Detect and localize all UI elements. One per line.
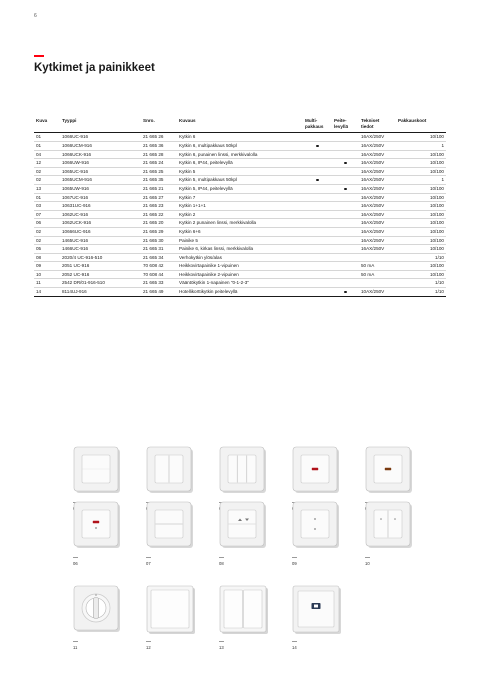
cell-tyyppi: 8114UJ-916 xyxy=(60,288,141,297)
check-dot-icon xyxy=(344,162,346,164)
cell-kuvaus: Kytkin 5, multipakkaus 50kpl xyxy=(177,176,303,185)
cell-peitelevylla xyxy=(332,202,359,211)
table-row xyxy=(34,202,446,211)
cell-tekniset: 16AX/250V xyxy=(359,167,396,176)
cell-tekniset: 16AX/250V xyxy=(359,219,396,228)
cell-multipakkaus xyxy=(303,141,332,150)
product-label: 06 xyxy=(73,561,78,566)
cell-tyyppi: 2051 UC-916 xyxy=(60,262,141,271)
cell-snro: 21 665 33 xyxy=(141,279,177,288)
accent-bar xyxy=(34,55,44,57)
caption-divider xyxy=(73,641,78,642)
cell-tyyppi: 2542 DR/01-916-510 xyxy=(60,279,141,288)
cell-kuva: 01 xyxy=(34,193,60,202)
rotary-switch-icon xyxy=(73,585,123,642)
cell-kuva: 05 xyxy=(34,245,60,254)
cell-peitelevylla xyxy=(332,167,359,176)
check-dot-icon xyxy=(316,179,318,181)
col-peitelevylla: Peite- levyllä xyxy=(332,117,359,133)
table-row xyxy=(34,219,446,228)
cell-tyyppi: 1066UCM-916 xyxy=(60,141,141,150)
cell-kuvaus: Vääntökytkin 1-napainen "0-1-2-3" xyxy=(177,279,303,288)
cell-pakkauskoot: 10/100 xyxy=(396,184,446,193)
cell-tyyppi: 1066UW-916 xyxy=(60,159,141,168)
caption-divider xyxy=(365,557,370,558)
cell-multipakkaus xyxy=(303,253,332,262)
cell-snro: 21 665 28 xyxy=(141,150,177,159)
cell-multipakkaus xyxy=(303,167,332,176)
col-pakkauskoot: Pakkauskoot xyxy=(396,117,446,133)
cell-kuva: 01 xyxy=(34,141,60,150)
product-label: 12 xyxy=(146,645,151,650)
table-row xyxy=(34,141,446,150)
cell-kuva: 09 xyxy=(34,262,60,271)
cell-pakkauskoot: 10/100 xyxy=(396,159,446,168)
cell-multipakkaus xyxy=(303,176,332,185)
cell-tekniset: 16AX/250V xyxy=(359,176,396,185)
cell-tyyppi: 1062UCK-916 xyxy=(60,219,141,228)
cell-kuvaus: Kytkin 6, punainen linssi, merkkivalolla xyxy=(177,150,303,159)
product-label: 11 xyxy=(73,645,78,650)
table-row xyxy=(34,210,446,219)
table-row xyxy=(34,150,446,159)
cell-kuvaus: Kytkin 1+1+1 xyxy=(177,202,303,211)
cell-tekniset: 16AX/250V xyxy=(359,159,396,168)
cell-kuvaus: Kytkin 5 xyxy=(177,167,303,176)
rocker-2-red-lens-icon xyxy=(73,501,123,558)
cell-pakkauskoot: 10/100 xyxy=(396,236,446,245)
cell-kuvaus: Kytkin 5, IP44, peitelevyllä xyxy=(177,184,303,193)
spec-table-body xyxy=(34,133,446,296)
product-label: 08 xyxy=(219,561,224,566)
table-row xyxy=(34,176,446,185)
cell-kuva: 04 xyxy=(34,150,60,159)
table-row xyxy=(34,184,446,193)
cell-tyyppi: 1065UW-916 xyxy=(60,184,141,193)
cell-kuvaus: Hotellikorttikytkin peitelevyllä xyxy=(177,288,303,297)
cell-tekniset: 16AX/250V xyxy=(359,236,396,245)
caption-divider xyxy=(146,557,151,558)
cell-kuva: 03 xyxy=(34,202,60,211)
cell-snro: 21 665 30 xyxy=(141,236,177,245)
col-tyyppi: Tyyppi xyxy=(60,117,141,133)
cell-pakkauskoot: 10/100 xyxy=(396,193,446,202)
cell-kuva: 02 xyxy=(34,236,60,245)
cell-kuva: 08 xyxy=(34,253,60,262)
cell-peitelevylla xyxy=(332,159,359,168)
cell-tekniset xyxy=(359,279,396,288)
cell-multipakkaus xyxy=(303,288,332,297)
cell-tyyppi: 2052 UC-916 xyxy=(60,270,141,279)
cell-tekniset: 16AX/250V xyxy=(359,141,396,150)
cell-multipakkaus xyxy=(303,279,332,288)
col-snro: Snro. xyxy=(141,117,177,133)
cell-snro: 21 665 29 xyxy=(141,227,177,236)
check-dot-icon xyxy=(316,145,318,147)
cell-kuvaus: Heikkovirtapainike 2-vipuinen xyxy=(177,270,303,279)
cell-kuvaus: Painike 6, kirkas linssi, merkkivalolla xyxy=(177,245,303,254)
cell-peitelevylla xyxy=(332,245,359,254)
cell-kuva: 07 xyxy=(34,210,60,219)
spec-table xyxy=(34,117,446,297)
cell-pakkauskoot: 10/100 xyxy=(396,219,446,228)
table-row xyxy=(34,253,446,262)
cell-multipakkaus xyxy=(303,245,332,254)
rocker-2-split-icon xyxy=(146,501,196,558)
cell-multipakkaus xyxy=(303,227,332,236)
caption-divider xyxy=(292,641,297,642)
cell-multipakkaus xyxy=(303,262,332,271)
ip44-double-icon xyxy=(219,585,269,642)
cell-peitelevylla xyxy=(332,227,359,236)
cell-multipakkaus xyxy=(303,150,332,159)
cell-kuvaus: Kytkin 6 xyxy=(177,133,303,142)
cell-pakkauskoot: 1/10 xyxy=(396,279,446,288)
col-tekniset-tiedot: Tekniset tiedot xyxy=(359,117,396,133)
col-kuvaus: Kuvaus xyxy=(177,117,303,133)
cell-multipakkaus xyxy=(303,236,332,245)
cell-tyyppi: 1066UCK-916 xyxy=(60,150,141,159)
cell-tekniset: 10AX/250V xyxy=(359,288,396,297)
caption-divider xyxy=(73,557,78,558)
cell-multipakkaus xyxy=(303,202,332,211)
cell-snro: 21 665 36 xyxy=(141,141,177,150)
table-row xyxy=(34,193,446,202)
cell-kuvaus: Kytkin 7 xyxy=(177,193,303,202)
cell-pakkauskoot: 10/100 xyxy=(396,133,446,142)
cell-tyyppi: 1062UC-916 xyxy=(60,210,141,219)
cell-tyyppi: 1065UC-916 xyxy=(60,167,141,176)
cell-kuvaus: Kytkin 2 xyxy=(177,210,303,219)
table-row xyxy=(34,245,446,254)
cell-multipakkaus xyxy=(303,193,332,202)
cell-tekniset: 16AX/250V xyxy=(359,133,396,142)
cell-snro: 70 608 44 xyxy=(141,270,177,279)
cell-kuvaus: Kytkin 6, IP44, peitelevyllä xyxy=(177,159,303,168)
hotel-card-icon xyxy=(292,585,342,642)
table-row xyxy=(34,159,446,168)
col-kuva: Kuva xyxy=(34,117,60,133)
cell-multipakkaus xyxy=(303,210,332,219)
cell-pakkauskoot: 10/100 xyxy=(396,202,446,211)
cell-snro: 21 665 26 xyxy=(141,133,177,142)
lowvolt-2-icon xyxy=(365,501,415,558)
cell-peitelevylla xyxy=(332,176,359,185)
cell-snro: 21 665 22 xyxy=(141,210,177,219)
cell-snro: 70 608 42 xyxy=(141,262,177,271)
cell-kuvaus: Kytkin 6+6 xyxy=(177,227,303,236)
cell-peitelevylla xyxy=(332,270,359,279)
table-header-row xyxy=(34,117,446,133)
cell-pakkauskoot: 10/100 xyxy=(396,245,446,254)
cell-pakkauskoot: 1 xyxy=(396,176,446,185)
cell-peitelevylla xyxy=(332,193,359,202)
cell-tyyppi: 1466UC-916 xyxy=(60,245,141,254)
product-label: 14 xyxy=(292,645,297,650)
rocker-3-icon xyxy=(219,446,269,503)
caption-divider xyxy=(219,557,224,558)
product-label: 07 xyxy=(146,561,151,566)
cell-tekniset: 16AX/250V xyxy=(359,210,396,219)
cell-kuvaus: Painike 5 xyxy=(177,236,303,245)
cell-peitelevylla xyxy=(332,141,359,150)
cell-pakkauskoot: 10/100 xyxy=(396,262,446,271)
cell-snro: 21 665 35 xyxy=(141,176,177,185)
cell-snro: 21 665 21 xyxy=(141,184,177,193)
product-label: 10 xyxy=(365,561,370,566)
cell-peitelevylla xyxy=(332,150,359,159)
cell-pakkauskoot: 1 xyxy=(396,141,446,150)
cell-tekniset: 16AX/250V xyxy=(359,184,396,193)
ip44-single-icon xyxy=(146,585,196,642)
table-row xyxy=(34,227,446,236)
cell-snro: 21 665 49 xyxy=(141,288,177,297)
cell-kuva: 12 xyxy=(34,159,60,168)
table-row xyxy=(34,167,446,176)
cell-tyyppi: 1465UC-916 xyxy=(60,236,141,245)
cell-pakkauskoot: 1/10 xyxy=(396,253,446,262)
cell-peitelevylla xyxy=(332,236,359,245)
cell-kuva: 14 xyxy=(34,288,60,297)
cell-peitelevylla xyxy=(332,184,359,193)
cell-snro: 21 665 27 xyxy=(141,193,177,202)
cell-kuva: 13 xyxy=(34,184,60,193)
cell-peitelevylla xyxy=(332,288,359,297)
cell-tekniset: 50 mA xyxy=(359,270,396,279)
table-row xyxy=(34,236,446,245)
check-dot-icon xyxy=(344,188,346,190)
product-label: 13 xyxy=(219,645,224,650)
cell-kuva: 02 xyxy=(34,227,60,236)
cell-snro: 21 665 24 xyxy=(141,159,177,168)
cell-tyyppi: 2020/4 UC-916-510 xyxy=(60,253,141,262)
cell-pakkauskoot: 10/100 xyxy=(396,227,446,236)
cell-multipakkaus xyxy=(303,270,332,279)
cell-multipakkaus xyxy=(303,133,332,142)
cell-tyyppi: 10631UC-916 xyxy=(60,202,141,211)
cell-tyyppi: 1067UC-916 xyxy=(60,193,141,202)
cell-kuvaus: Heikkovirtapainike 1-vipuinen xyxy=(177,262,303,271)
page-number: 6 xyxy=(34,13,37,19)
cell-tekniset: 16AX/250V xyxy=(359,245,396,254)
cell-pakkauskoot: 10/100 xyxy=(396,167,446,176)
cell-peitelevylla xyxy=(332,133,359,142)
cell-tyyppi: 10666UC-916 xyxy=(60,227,141,236)
cell-kuva: 02 xyxy=(34,167,60,176)
rocker-clear-lens-icon xyxy=(365,446,415,503)
table-row xyxy=(34,270,446,279)
cell-snro: 21 665 23 xyxy=(141,202,177,211)
cell-kuva: 02 xyxy=(34,176,60,185)
rocker-2-icon xyxy=(146,446,196,503)
table-row xyxy=(34,133,446,142)
cell-peitelevylla xyxy=(332,253,359,262)
cell-tekniset xyxy=(359,253,396,262)
cell-multipakkaus xyxy=(303,219,332,228)
table-row xyxy=(34,288,446,297)
cell-pakkauskoot: 10/100 xyxy=(396,270,446,279)
cell-tekniset: 16AX/250V xyxy=(359,193,396,202)
svg-text:0: 0 xyxy=(95,593,97,597)
product-label: 09 xyxy=(292,561,297,566)
col-multipakkaus: Multi- pakkaus xyxy=(303,117,332,133)
cell-snro: 21 665 34 xyxy=(141,253,177,262)
caption-divider xyxy=(146,641,151,642)
cell-kuva: 01 xyxy=(34,133,60,142)
cell-tekniset: 16AX/250V xyxy=(359,150,396,159)
blind-switch-icon xyxy=(219,501,269,558)
table-row xyxy=(34,262,446,271)
rocker-1-icon xyxy=(73,446,123,503)
cell-tekniset: 50 mA xyxy=(359,262,396,271)
cell-peitelevylla xyxy=(332,279,359,288)
cell-pakkauskoot: 1/10 xyxy=(396,288,446,297)
cell-multipakkaus xyxy=(303,159,332,168)
check-dot-icon xyxy=(344,291,346,293)
cell-peitelevylla xyxy=(332,210,359,219)
cell-snro: 21 665 25 xyxy=(141,167,177,176)
cell-pakkauskoot: 10/100 xyxy=(396,210,446,219)
cell-multipakkaus xyxy=(303,184,332,193)
cell-snro: 21 665 31 xyxy=(141,245,177,254)
cell-snro: 21 665 20 xyxy=(141,219,177,228)
cell-tyyppi: 1066UC-916 xyxy=(60,133,141,142)
cell-kuva: 10 xyxy=(34,270,60,279)
cell-peitelevylla xyxy=(332,262,359,271)
caption-divider xyxy=(219,641,224,642)
cell-tekniset: 16AX/250V xyxy=(359,202,396,211)
cell-tyyppi: 1065UCM-916 xyxy=(60,176,141,185)
caption-divider xyxy=(292,557,297,558)
cell-pakkauskoot: 10/100 xyxy=(396,150,446,159)
cell-kuvaus: Kytkin 6, multipakkaus 50kpl xyxy=(177,141,303,150)
cell-tekniset: 16AX/250V xyxy=(359,227,396,236)
table-row xyxy=(34,279,446,288)
page-title: Kytkimet ja painikkeet xyxy=(34,62,155,74)
cell-kuvaus: Verhokytkin ylös/alas xyxy=(177,253,303,262)
cell-peitelevylla xyxy=(332,219,359,228)
cell-kuvaus: Kytkin 2 punainen linssi, merkkivalolla xyxy=(177,219,303,228)
lowvolt-1-icon xyxy=(292,501,342,558)
cell-kuva: 11 xyxy=(34,279,60,288)
rocker-red-lens-icon xyxy=(292,446,342,503)
cell-kuva: 06 xyxy=(34,219,60,228)
